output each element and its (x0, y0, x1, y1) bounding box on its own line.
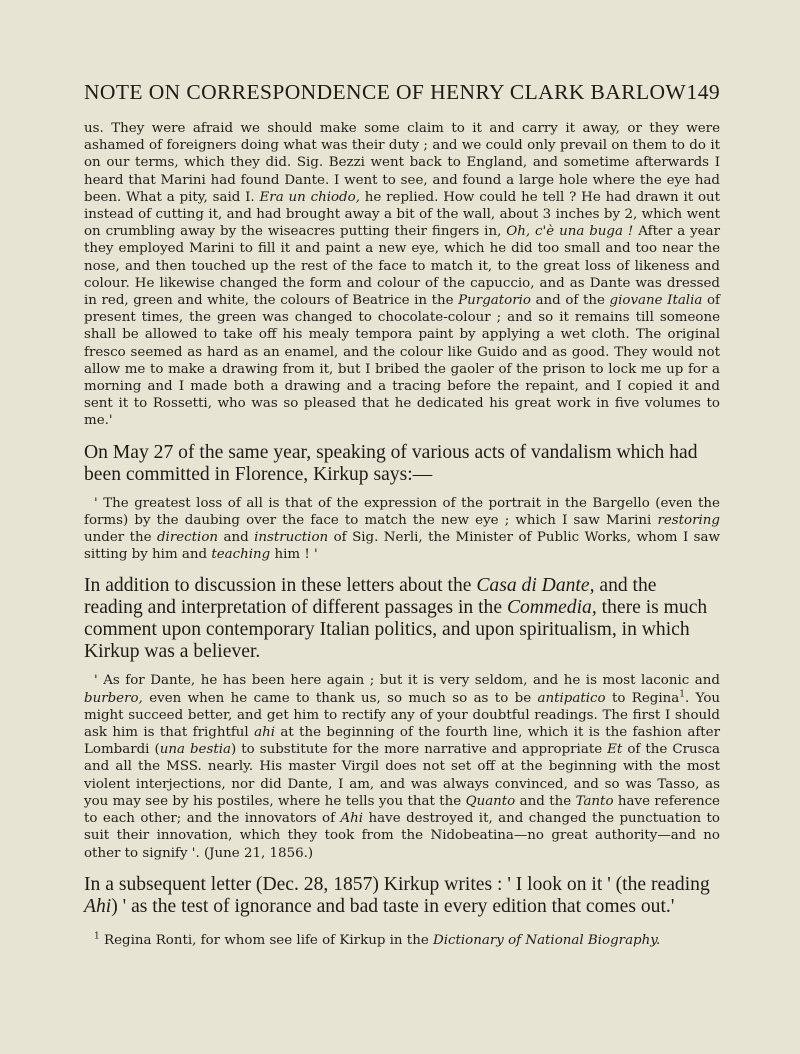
footnote-reference: 1 (679, 689, 685, 700)
quoted-letter-paragraph: us. They were afraid we should make some claim to it and carry it away, or they were ashamed of foreigners doing what was their duty ; and we could only prevail on them to do it on our terms, which they did. Sig. Bezzi went back to England, and sometime afterwards I heard that Marini had found Dante. I went to see, and found a large hole where the eye had been. What a pity, said I. Era un chiodo, he replied. How could he tell ? He had drawn it out instead of cutting it, and had brought away a bit of the wall, about 3 inches by 2, which went on crumbling away by the wiseacres putting their fingers in, Oh, c'è una buga ! After a year they employed Marini to fill it and paint a new eye, which he did too small and too near the nose, and then touched up the rest of the face to match it, to the great loss of likeness and colour. He likewise changed the form and colour of the capuccio, and as Dante was dressed in red, green and white, the colours of Beatrice in the Purgatorio and of the giovane Italia of present times, the green was changed to chocolate-colour ; and so it remains till someone shall be allowed to take off his mealy tempora paint by applying a wet cloth. The original fresco seemed as hard as an enamel, and the colour like Guido and as good. They would not allow me to make a drawing from it, but I bribed the gaoler of the prison to lock me up for a morning and I made both a drawing and a tracing before the repaint, and I copied it and sent it to Rossetti, who was so pleased that he dedicated his great work in five volumes to me.' (84, 121, 721, 429)
page-number: 149 (686, 80, 720, 104)
footnote-marker: 1 (94, 931, 100, 942)
narrative-paragraph-vandalism: On May 27 of the same year, speaking of various acts of vandalism which had been committed in Florence, Kirkup says:— (84, 441, 698, 485)
running-header (84, 80, 720, 106)
running-title: NOTE ON CORRESPONDENCE OF HENRY CLARK BARLOW (84, 80, 687, 104)
quote-bargello: ' The greatest loss of all is that of the expression of the portrait in the Bargello (even the forms) by the daubing over the face to match the new eye ; which I saw Marini restoring under the direction and instruction of Sig. Nerli, the Minister of Public Works, whom I saw sitting by him and teaching him ! ' (84, 495, 720, 563)
page-body (84, 120, 720, 949)
quote-dante-spirit: ' As for Dante, he has been here again ; but it is very seldom, and he is most laconic and burbero, even when he came to thank us, so much so as to be antipatico to Regina$^1$. You might succeed better, and get him to rectify any of your doubtful readings. The first I should ask him is that frightful ahi at the beginning of the fourth line, which it is the fashion after Lombardi (una bestia) to substitute for the more narrative and appropriate Et of the Crusca and all the MSS. nearly. His master Virgil does not set off at the beginning with the most violent interjections, nor did Dante, I am, and was always convinced, and so was Tasso, as you may see by his postiles, where he tells you that the Quanto and the Tanto have reference to each other; and the innovators of Ahi have destroyed it, and changed the punctuation to suit their innovation, which they took from the Nidobeatina—no great authority—and no other to signify '. (June 21, 1856.) (84, 673, 720, 861)
footnote: $^1$ Regina Ronti, for whom see life of Kirkup in the Dictionary of National Biography. (94, 931, 661, 948)
narrative-paragraph-subsequent-letter: In a subsequent letter (Dec. 28, 1857) Kirkup writes : ' I look on it ' (the reading Ahi) ' as the test of ignorance and bad taste in every edition that comes out.' (84, 873, 710, 917)
narrative-paragraph-letters: In addition to discussion in these letters about the Casa di Dante, and the reading and interpretation of different passages in the Commedia, there is much comment upon contemporary Italian politics, and upon spiritualism, in which Kirkup was a believer. (84, 575, 708, 663)
